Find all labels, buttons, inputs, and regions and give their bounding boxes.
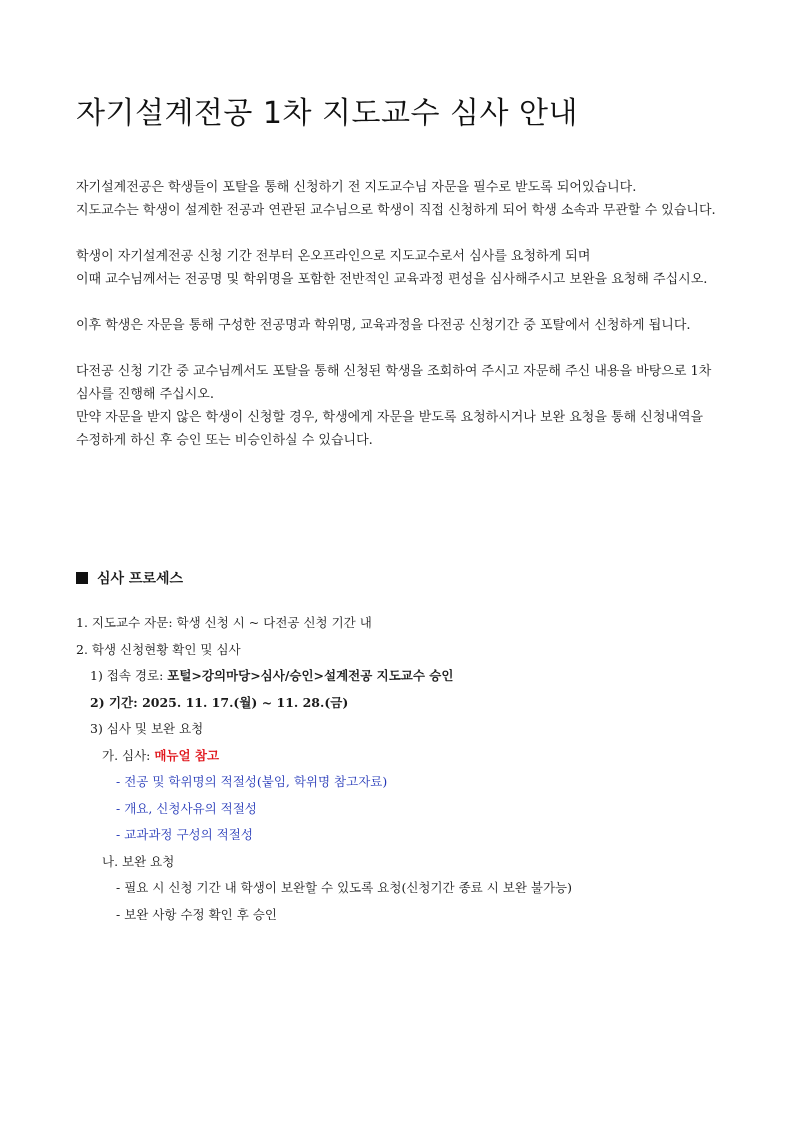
step-advisor-consult: 1. 지도교수 자문: 학생 신청 시 ~ 다전공 신청 기간 내 [76,615,372,630]
review-subheading-label: 가. 심사: [102,747,155,763]
page-title: 자기설계전공 1차 지도교수 심사 안내 [76,96,578,131]
access-path-value: 포털>강의마당>심사/승인>설계전공 지도교수 승인 [167,668,454,683]
supplement-item: - 필요 시 신청 기간 내 학생이 보완할 수 있도록 요청(신청기간 종료 시 보완 불가능) [116,880,573,895]
intro-section [76,176,718,452]
supplement-item: - 보완 사항 수정 확인 후 승인 [116,906,277,922]
paragraph-spacer [76,337,718,360]
intro-paragraph: 다전공 신청 기간 중 교수님께서도 포탈을 통해 신청된 학생을 조회하여 주시고 자문해 주신 내용을 바탕으로 1차 심사를 진행해 주십시오. [76,364,712,402]
intro-paragraph: 학생이 자기설계전공 신청 기간 전부터 온오프라인으로 지도교수로서 심사를 요청하게 되며 [76,249,591,264]
intro-paragraph: 만약 자문을 받지 않은 학생이 신청할 경우, 학생에게 자문을 받도록 요청하시거나 보완 요청을 통해 신청내역을 수정하게 하신 후 승인 또는 비승인하실 수 있습니다. [76,410,704,448]
supplement-heading: 나. 보완 요청 [102,853,175,869]
review-period-value: 2025. 11. 17.(월) ~ 11. 28.(금) [142,694,349,710]
review-period-label: 2) 기간: [90,694,143,710]
intro-paragraph: 자기설계전공은 학생들이 포탈을 통해 신청하기 전 지도교수님 자문을 필수로 받도록 되어있습니다. [76,180,637,195]
black-square-icon [76,572,88,584]
access-path-label: 1) 접속 경로: [90,668,168,683]
access-path [76,663,718,690]
paragraph-spacer [76,291,718,314]
review-period [76,690,718,717]
intro-paragraph: 이때 교수님께서는 전공명 및 학위명을 포함한 전반적인 교육과정 편성을 심사해주시고 보완을 요청해 주십시오. [76,272,708,287]
step-review: 2. 학생 신청현황 확인 및 심사 [76,641,241,657]
process-list [76,610,718,928]
review-subheading [76,743,718,770]
review-request-heading: 3) 심사 및 보완 요청 [90,721,204,736]
intro-paragraph: 지도교수는 학생이 설계한 전공과 연관된 교수님으로 학생이 직접 신청하게 되어 학생 소속과 무관할 수 있습니다. [76,203,716,218]
review-criterion: - 전공 및 학위명의 적절성(붙임, 학위명 참고자료) [116,774,388,789]
review-criterion: - 개요, 신청사유의 적절성 [116,800,257,816]
paragraph-spacer [76,222,718,245]
manual-reference: 매뉴얼 참고 [154,747,220,763]
review-criterion: - 교과과정 구성의 적절성 [116,827,253,842]
section-heading [76,568,183,588]
section-heading-text: 심사 프로세스 [97,571,184,587]
intro-paragraph: 이후 학생은 자문을 통해 구성한 전공명과 학위명, 교육과정을 다전공 신청기간 중 포탈에서 신청하게 됩니다. [76,318,691,333]
